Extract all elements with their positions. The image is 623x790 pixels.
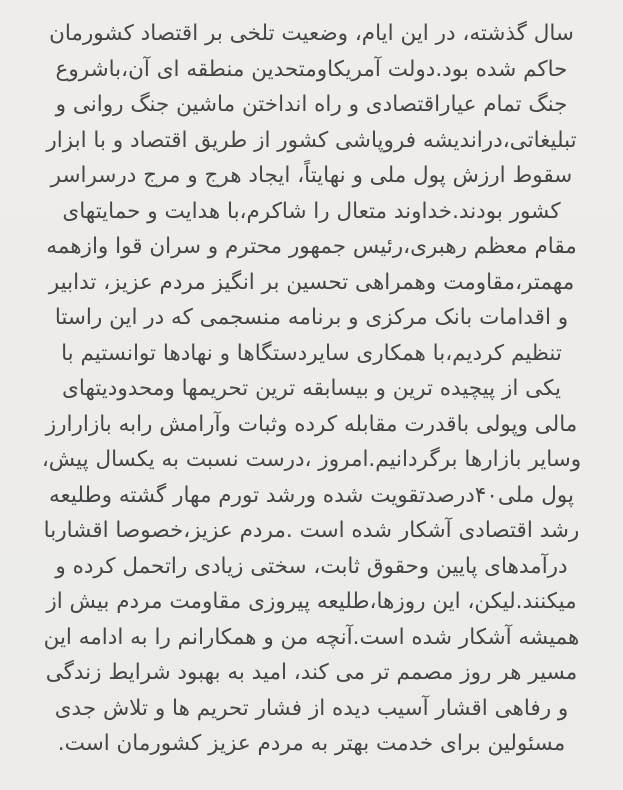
text-line: رشد اقتصادی آشکار شده است .مردم عزیز،خصوصا اقشاربا [43,518,580,543]
text-line: و رفاهی اقشار آسیب دیده از فشار تحریم ها و تلاش جدی [54,695,569,721]
text-line: مالی وپولی باقدرت مقابله کرده وثبات وآرامش رابه بازارارز [45,411,578,437]
text-line: کشور بودند.خداوند متعال را شاکرم،با هدایت و حمایتهای [62,198,561,224]
text-line: تنظیم کردیم،با همکاری سایردستگاها و نهادها توانستیم با [61,340,562,366]
text-line: مسئولین برای خدمت بهتر به مردم عزیز کشورمان است. [57,731,566,756]
text-line: مسیر هر روز مصمم تر می کند، امید به بهبود شرایط زندگی [45,660,578,685]
text-line: مهمتر،مقاومت وهمراهی تحسین بر انگیز مردم عزیز، تدابیر [48,269,575,295]
text-line: جنگ تمام عیاراقتصادی و راه انداختن ماشین جنگ روانی و [55,92,568,117]
text-line: پول ملی۴۰درصدتقویت شده ورشد تورم مهار گشته وطلیعه [49,482,574,508]
text-line: تبلیغاتی،دراندیشه فروپاشی کشور از طریق اقتصاد و با ابزار [46,127,577,153]
text-line: مقام معظم رهبری،رئیس جمهور محترم و سران قوا وازهمه [46,234,577,259]
text-line: و اقدامات بانک مرکزی و برنامه منسجمی که در این راستا [54,305,569,330]
text-line: سقوط ارزش پول ملی و نهایتاً، ایجاد هرج و مرج درسراسر [50,163,573,188]
text-line: همیشه آشکار شده است.آنچه من و همکارانم را به ادامه این [43,624,580,650]
text-line: وسایر بازارها برگردانیم.امروز ،درست نسبت به یکسال پیش، [41,447,582,472]
text-line: حاکم شده بود.دولت آمریکاومتحدین منطقه ای آن،باشروع [55,56,568,82]
text-line: یکی از پیچیده ترین و بیسابقه ترین تحریمها ومحدودیتهای [62,376,561,401]
text-line: درآمدهای پایین وحقوق ثابت، سختی زیادی راتحمل کرده و [55,553,568,579]
text-line: میکنند.لیکن، این روزها،طلیعه پیروزی مقاومت مردم بیش از [46,589,577,614]
text-line: سال گذشته، در این ایام، وضعیت تلخی بر اقتصاد کشورمان [49,21,574,46]
persian-text-body [24,16,599,762]
